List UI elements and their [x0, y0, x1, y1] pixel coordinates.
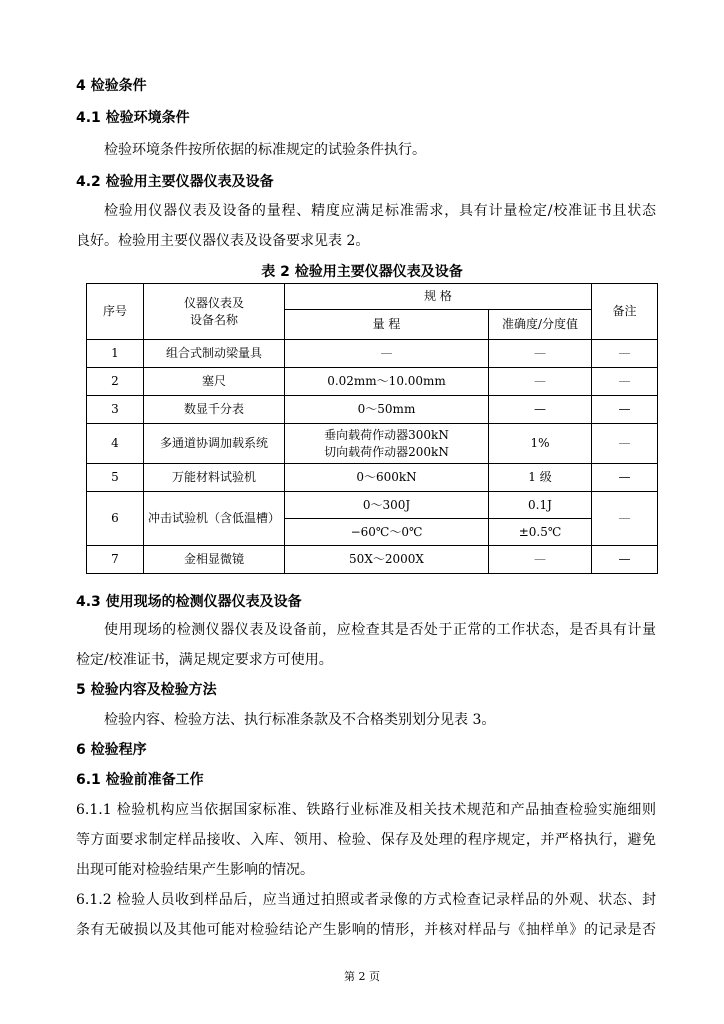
- cell-range: 50X～2000X: [285, 546, 489, 574]
- paragraph-6-1-2-line1: 6.1.2 检验人员收到样品后，应当通过拍照或者录像的方式检查记录样品的外观、状态、封: [76, 892, 656, 908]
- section-4-2-paragraph-line2: 良好。检验用主要仪器仪表及设备要求见表 2。: [76, 233, 370, 249]
- cell-range: 0～600kN: [285, 464, 489, 492]
- cell-seq: 4: [87, 424, 144, 464]
- cell-remark: —: [592, 464, 658, 492]
- table-row: [87, 368, 658, 396]
- cell-seq: 5: [87, 464, 144, 492]
- paragraph-6-1-1-line3: 出现可能对检验结果产生影响的情况。: [76, 862, 314, 878]
- section-4-3-paragraph-line1: 使用现场的检测仪器仪表及设备前，应检查其是否处于正常的工作状态，是否具有计量: [104, 622, 656, 638]
- header-spec: 规 格: [285, 284, 592, 310]
- cell-accuracy: ±0.5℃: [489, 519, 592, 546]
- cell-seq: 1: [87, 340, 144, 368]
- cell-name: 塞尺: [144, 368, 285, 396]
- table-row: [87, 340, 658, 368]
- cell-remark: —: [592, 424, 658, 464]
- cell-remark: —: [592, 546, 658, 574]
- cell-name: 多通道协调加载系统: [144, 424, 285, 464]
- header-accuracy: 准确度/分度值: [489, 310, 592, 340]
- section-4-heading: 4 检验条件: [76, 78, 147, 94]
- cell-name: 金相显微镜: [144, 546, 285, 574]
- cell-seq: 6: [87, 492, 144, 546]
- table-row: [87, 464, 658, 492]
- table-row: [87, 546, 658, 574]
- section-4-2-paragraph-line1: 检验用仪器仪表及设备的量程、精度应满足标准需求，具有计量检定/校准证书且状态: [104, 203, 656, 219]
- cell-range: 0～50mm: [285, 396, 489, 424]
- cell-accuracy: —: [489, 340, 592, 368]
- section-4-3-paragraph-line2: 检定/校准证书，满足规定要求方可使用。: [76, 652, 333, 668]
- cell-remark: —: [592, 492, 658, 546]
- table-row: [87, 396, 658, 424]
- cell-seq: 3: [87, 396, 144, 424]
- section-6-heading: 6 检验程序: [76, 742, 147, 758]
- section-4-1-paragraph: 检验环境条件按所依据的标准规定的试验条件执行。: [104, 142, 426, 158]
- cell-remark: —: [592, 396, 658, 424]
- cell-range: —: [285, 340, 489, 368]
- section-5-paragraph: 检验内容、检验方法、执行标准条款及不合格类别划分见表 3。: [104, 712, 496, 728]
- cell-accuracy: —: [489, 368, 592, 396]
- cell-range-line2: 切向载荷作动器200kN: [324, 444, 449, 459]
- section-6-1-heading: 6.1 检验前准备工作: [76, 772, 204, 788]
- paragraph-6-1-2-line2: 条有无破损以及其他可能对检验结论产生影响的情形，并核对样品与《抽样单》的记录是否: [76, 922, 656, 938]
- cell-range: [285, 424, 489, 464]
- table-caption: 表 2 检验用主要仪器仪表及设备: [261, 264, 463, 280]
- header-range: 量 程: [285, 310, 489, 340]
- cell-accuracy: 0.1J: [489, 492, 592, 519]
- paragraph-6-1-1-line1: 6.1.1 检验机构应当依据国家标准、铁路行业标准及相关技术规范和产品抽查检验实施细则: [76, 802, 656, 818]
- paragraph-6-1-1-line2: 等方面要求制定样品接收、入库、领用、检验、保存及处理的程序规定，并严格执行，避免: [76, 832, 656, 848]
- page-number: 第 2 页: [344, 970, 380, 983]
- table-row: [87, 424, 658, 464]
- cell-range: 0～300J: [285, 492, 489, 519]
- header-name-line2: 设备名称: [189, 312, 238, 327]
- header-name-line1: 仪器仪表及: [183, 295, 244, 310]
- cell-accuracy: —: [489, 396, 592, 424]
- cell-seq: 7: [87, 546, 144, 574]
- cell-name: 万能材料试验机: [144, 464, 285, 492]
- cell-name: 组合式制动梁量具: [144, 340, 285, 368]
- cell-range: 0.02mm～10.00mm: [285, 368, 489, 396]
- cell-remark: —: [592, 340, 658, 368]
- cell-range: −60℃～0℃: [285, 519, 489, 546]
- section-4-2-heading: 4.2 检验用主要仪器仪表及设备: [76, 174, 274, 190]
- header-remark: 备注: [592, 284, 658, 340]
- cell-seq: 2: [87, 368, 144, 396]
- cell-name: 数显千分表: [144, 396, 285, 424]
- cell-range-line1: 垂向载荷作动器300kN: [324, 427, 449, 442]
- table-row: [87, 492, 658, 519]
- header-seq: 序号: [87, 284, 144, 340]
- section-4-1-heading: 4.1 检验环境条件: [76, 110, 190, 126]
- instrument-table: [86, 283, 658, 574]
- cell-name: 冲击试验机（含低温槽）: [144, 492, 285, 546]
- cell-accuracy: —: [489, 546, 592, 574]
- cell-remark: —: [592, 368, 658, 396]
- section-4-3-heading: 4.3 使用现场的检测仪器仪表及设备: [76, 594, 302, 610]
- section-5-heading: 5 检验内容及检验方法: [76, 682, 217, 698]
- cell-accuracy: 1 级: [489, 464, 592, 492]
- cell-accuracy: 1%: [489, 424, 592, 464]
- header-name: [144, 284, 285, 340]
